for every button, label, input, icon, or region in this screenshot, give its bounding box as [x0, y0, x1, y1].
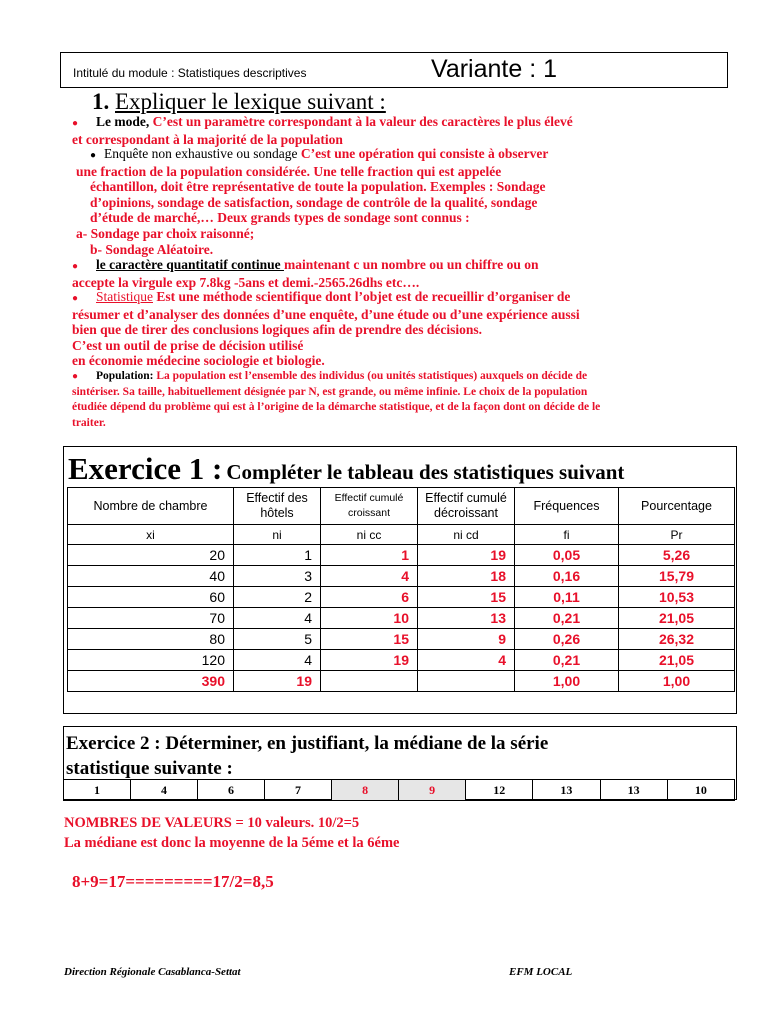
statistics-table — [67, 487, 735, 692]
definition-population: ● Population: La population est l’ensemble des individus (ou unités statistiques) auxquels on décide de sintériser. Sa taille, habituellement désignée par N, est grande, ou même infinie. Le choix de la population étudiée dépend du problème qui est à l’origine de la démarche statistique, et de la façon dont on décide de le traiter. — [72, 370, 601, 429]
bullet-icon: ● — [72, 261, 79, 272]
bullet-icon: ● — [90, 150, 97, 161]
symbol-cell: Pr — [619, 525, 735, 545]
header-cell: Nombre de chambre — [68, 488, 234, 525]
series-cell: 6 — [198, 780, 265, 801]
symbol-cell: ni cc — [321, 525, 418, 545]
series-cell: 13 — [533, 780, 600, 801]
module-header-box — [60, 52, 728, 88]
table-row: 40 3 4 18 0,16 15,79 — [68, 566, 735, 587]
table-header-row — [68, 488, 735, 525]
header-cell: Fréquences — [515, 488, 619, 525]
header-cell: Effectif des hôtels — [234, 488, 321, 525]
symbol-cell: ni cd — [418, 525, 515, 545]
table-row: 20 1 1 19 0,05 5,26 — [68, 545, 735, 566]
definition-enquete: ● Enquête non exhaustive ou sondage C’est une opération qui consiste à observer une fraction de la population considérée. Une telle fraction qui est appelée échantillon, doit être représentative de toute la population. Exemples : Sondage d’opinions, sondage de satisfaction, sondage de contrôle de la qualité, sondage d’étude de marché,… Deux grands types de sondage sont connus : a- Sondage par choix raisonné; b- Sondage Aléatoire. — [76, 146, 549, 257]
bullet-icon: ● — [72, 118, 79, 129]
symbol-cell: fi — [515, 525, 619, 545]
series-cell-highlight: 8 — [332, 780, 399, 801]
table-total-row: 390 19 1,00 1,00 — [68, 671, 735, 692]
header-cell: Pourcentage — [619, 488, 735, 525]
series-cell: 7 — [265, 780, 332, 801]
header-cell: Effectif cumulé croissant — [321, 488, 418, 525]
symbol-cell: xi — [68, 525, 234, 545]
symbol-cell: ni — [234, 525, 321, 545]
table-row: 60 2 6 15 0,11 10,53 — [68, 587, 735, 608]
footer-left: Direction Régionale Casablanca-Settat — [64, 966, 241, 978]
definition-statistique: ● Statistique Est une méthode scientifique dont l’objet est de recueillir d’organiser de résumer et d’analyser des données d’une enquête, d’une étude ou d’une expérience aussi bien que de tirer des conclusions logiques afin de prendre des décisions. C’est un outil de prise de décision utilisé en économie médecine sociologie et biologie. — [72, 289, 580, 369]
bullet-icon: ● — [72, 293, 79, 304]
exercise2-title: Exercice 2 : Déterminer, en justifiant, la médiane de la série statistique suivante : — [66, 733, 549, 779]
series-cell: 4 — [131, 780, 198, 801]
exercise1-title: Exercice 1 : Compléter le tableau des statistiques suivant — [68, 451, 625, 486]
exercise1-box — [63, 446, 737, 714]
header-cell: Effectif cumulé décroissant — [418, 488, 515, 525]
footer-right: EFM LOCAL — [509, 966, 573, 978]
series-row — [64, 780, 735, 801]
exercise2-answer: NOMBRES DE VALEURS = 10 valeurs. 10/2=5 La médiane est donc la moyenne de la 5éme et la 6éme — [64, 815, 400, 851]
exercise2-box — [63, 726, 737, 800]
bullet-icon: ● — [72, 371, 79, 382]
section1-title: 1. Expliquer le lexique suivant : — [92, 89, 386, 114]
table-symbol-row — [68, 525, 735, 545]
median-calculation: 8+9=17=========17/2=8,5 — [72, 872, 274, 891]
series-cell-highlight: 9 — [399, 780, 466, 801]
variante-label: Variante : 1 — [431, 55, 558, 83]
series-cell: 1 — [64, 780, 131, 801]
table-row: 120 4 19 4 0,21 21,05 — [68, 650, 735, 671]
series-cell: 12 — [466, 780, 533, 801]
series-table — [63, 779, 735, 801]
table-row: 80 5 15 9 0,26 26,32 — [68, 629, 735, 650]
definition-quantitatif: ● le caractère quantitatif continue maintenant c un nombre ou un chiffre ou on accepte la virgule exp 7.8kg -5ans et demi.-2565.26dhs etc…. — [72, 257, 539, 290]
definition-mode: ● Le mode, C’est un paramètre correspondant à la valeur des caractères le plus élevé et correspondant à la majorité de la population — [72, 114, 573, 147]
series-cell: 13 — [600, 780, 667, 801]
table-row: 70 4 10 13 0,21 21,05 — [68, 608, 735, 629]
series-cell: 10 — [667, 780, 734, 801]
module-title: Intitulé du module : Statistiques descriptives — [73, 66, 307, 80]
